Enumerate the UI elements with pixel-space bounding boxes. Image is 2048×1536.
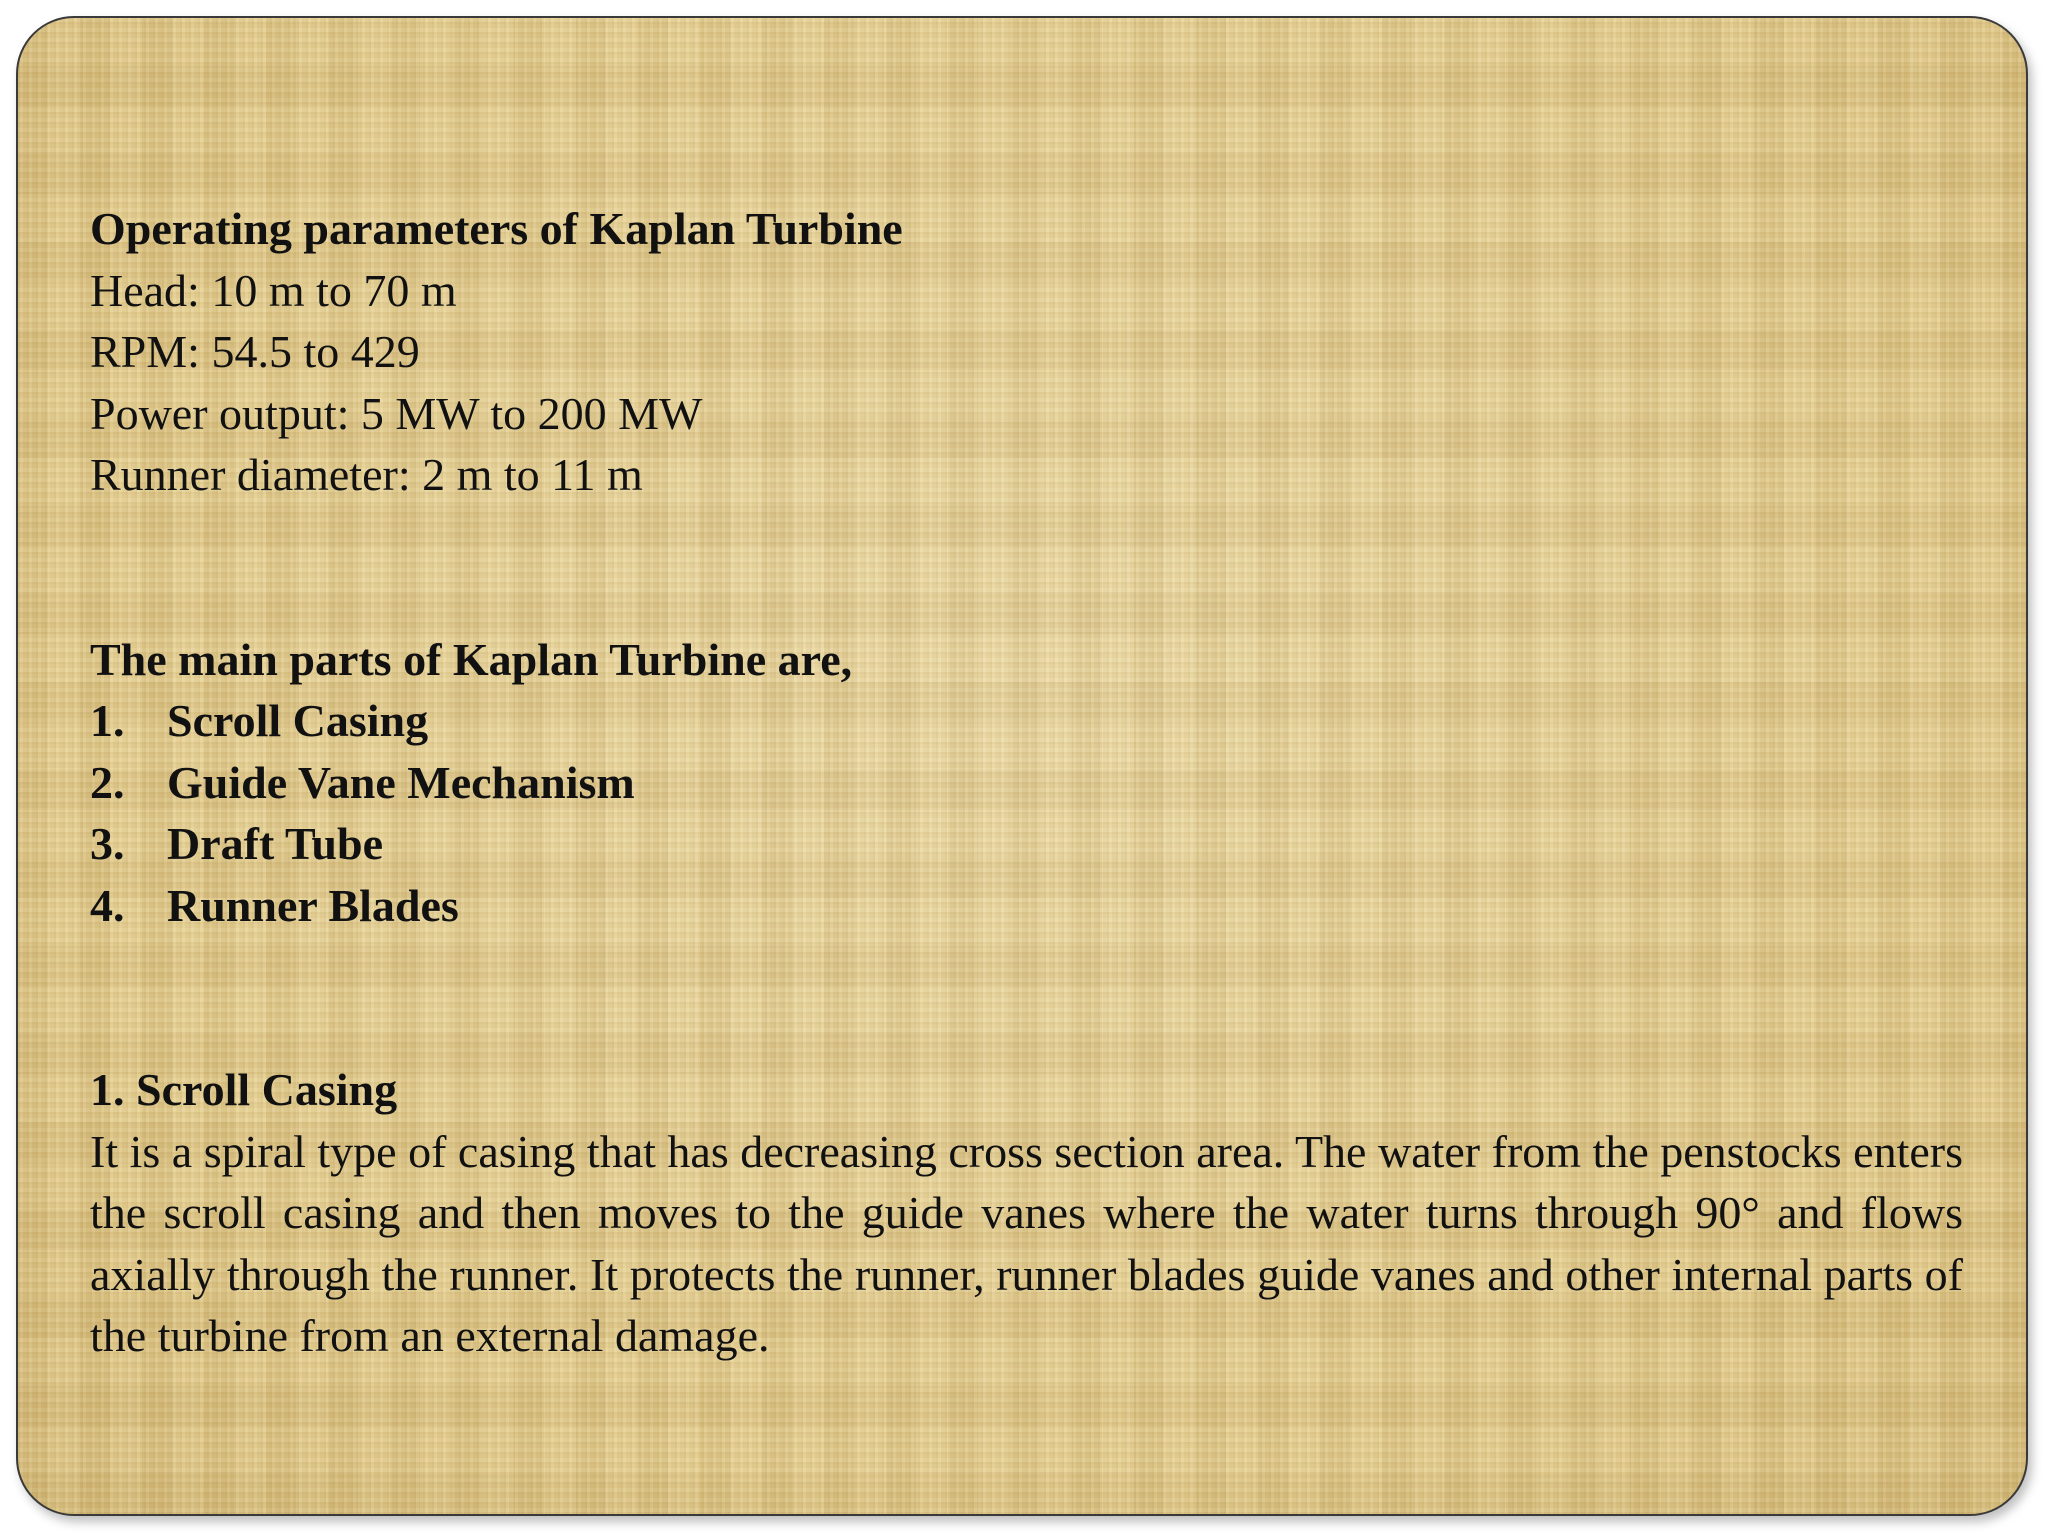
list-item-label: Guide Vane Mechanism [167,756,635,808]
parts-heading: The main parts of Kaplan Turbine are, [90,633,853,685]
section-paragraph: It is a spiral type of casing that has decreasing cross section area. The water from the penstocks enters the scroll casing and then moves to the guide vanes where the water turns through 90° and flows axially through the runner. It protects the runner, runner blades guide vanes and other internal parts of the turbine from an external damage. [90,1125,1963,1361]
params-heading: Operating parameters of Kaplan Turbine [90,203,903,254]
list-item-label: Draft Tube [167,818,383,869]
list-item-number: 1. [90,695,125,746]
list-item [90,752,1976,814]
spacer [90,936,1976,1059]
list-item [90,813,1976,875]
param-runner-diameter: Runner diameter: 2 m to 11 m [90,449,643,500]
section-heading: 1. Scroll Casing [90,1064,398,1115]
list-item-number: 3. [90,818,125,869]
spacer [90,506,1976,629]
list-item-label: Runner Blades [167,879,459,931]
list-item [90,690,1976,752]
list-item-number: 2. [90,756,125,808]
param-power-output: Power output: 5 MW to 200 MW [90,387,703,439]
param-head: Head: 10 m to 70 m [90,264,457,316]
slide-content [90,198,1976,1367]
param-rpm: RPM: 54.5 to 429 [90,326,420,377]
list-item-label: Scroll Casing [167,695,429,746]
slide-background [16,16,2028,1516]
list-item-number: 4. [90,879,125,931]
list-item [90,875,1976,937]
